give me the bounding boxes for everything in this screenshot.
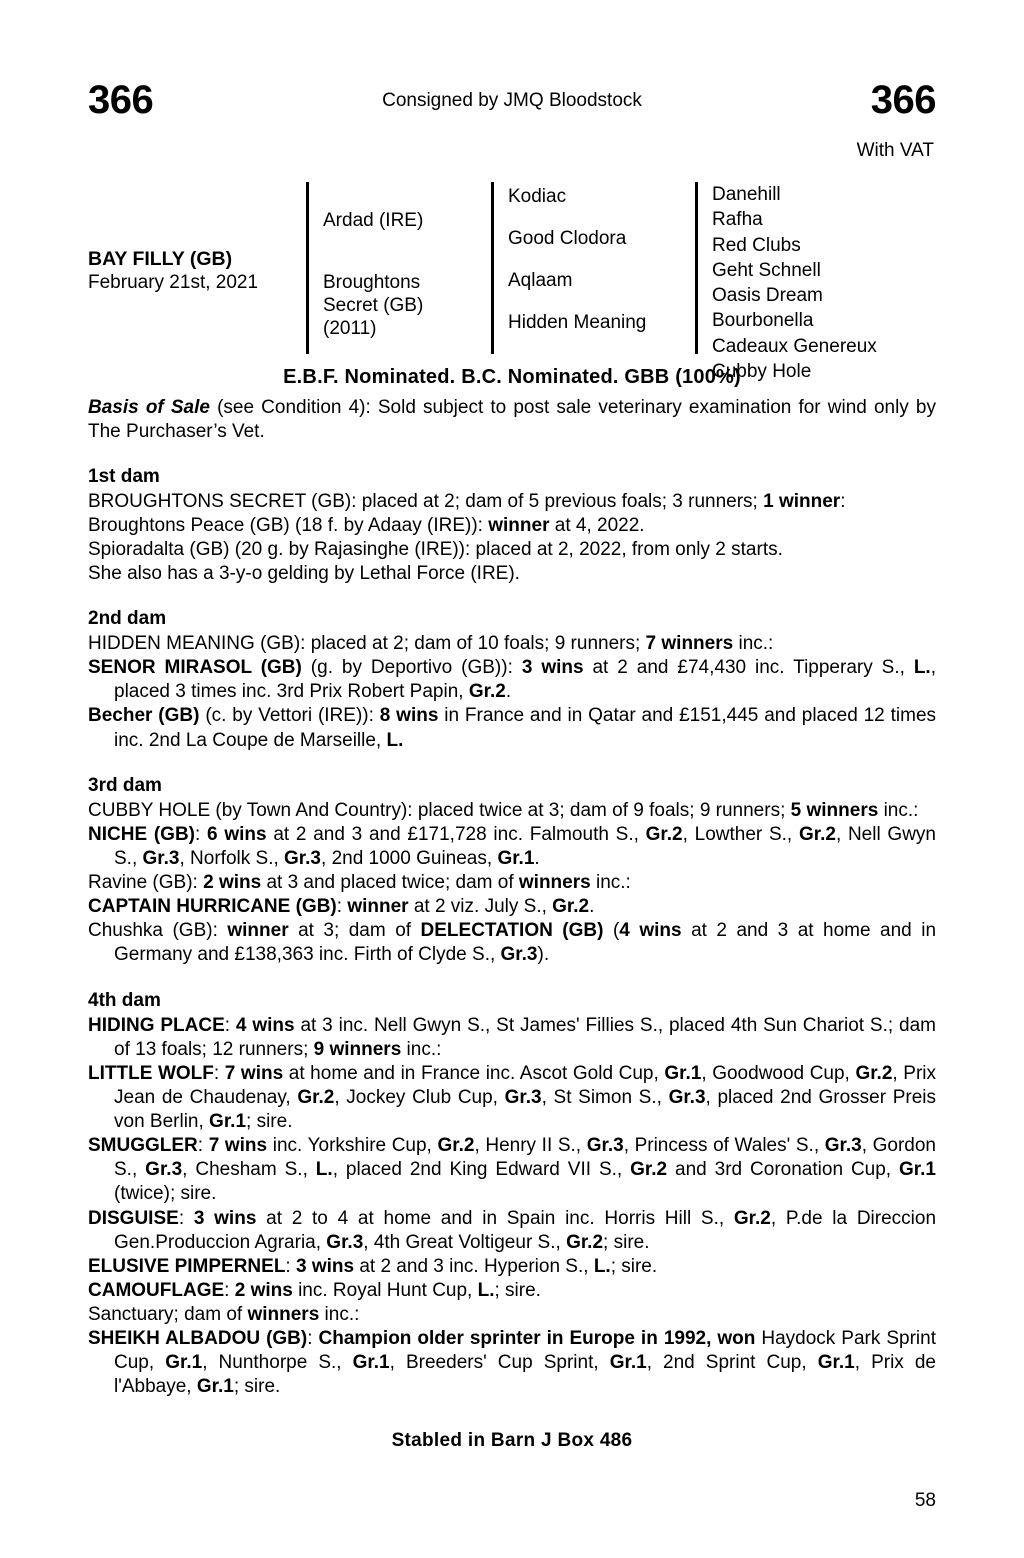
gen4-item-2: Rafha bbox=[712, 209, 763, 231]
first-dam-heading: 1st dam bbox=[88, 465, 160, 487]
fourth-dam-progeny-4: ELUSIVE PIMPERNEL: 3 wins at 2 and 3 inc. Hyperion S., L.; sire. bbox=[88, 1255, 658, 1277]
first-dam-progeny-1: Broughtons Peace (GB) (18 f. by Adaay (IRE)): winner at 4, 2022. bbox=[88, 514, 645, 536]
fourth-dam-progeny-1: LITTLE WOLF: 7 wins at home and in France inc. Ascot Gold Cup, Gr.1, Goodwood Cup, Gr.2, Prix Jean de Chaudenay, Gr.2, Jockey Club Cup, Gr.3, St Simon S., Gr.3, placed 2nd Grosser Preis von Berlin, Gr.1; sire. bbox=[88, 1062, 937, 1132]
fourth-dam-progeny-6: Sanctuary; dam of winners inc.: bbox=[88, 1304, 360, 1325]
fourth-dam-subprogeny-1: SHEIKH ALBADOU (GB): Champion older sprinter in Europe in 1992, won Haydock Park Sprint Cup, Gr.1, Nunthorpe S., Gr.1, Breeders' Cup Sprint, Gr.1, 2nd Sprint Cup, Gr.1, Prix de l'Abbaye, Gr.1; sire. bbox=[88, 1328, 936, 1398]
second-dam-progeny-2: Becher (GB) (c. by Vettori (IRE)): 8 wins in France and in Qatar and £151,445 and placed 12 times inc. 2nd La Coupe de Marseille, L. bbox=[88, 705, 937, 751]
first-dam-main: BROUGHTONS SECRET (GB): placed at 2; dam of 5 previous foals; 3 runners; 1 winner: bbox=[88, 490, 846, 512]
third-dam-subprogeny-1: CAPTAIN HURRICANE (GB): winner at 2 viz. July S., Gr.2. bbox=[88, 896, 595, 918]
lot-number-left: 366 bbox=[88, 78, 154, 122]
fourth-dam-progeny-5: CAMOUFLAGE: 2 wins inc. Royal Hunt Cup, L.; sire. bbox=[88, 1279, 541, 1301]
gen3-item-2: Good Clodora bbox=[508, 228, 627, 249]
pedigree-generation-3 bbox=[491, 182, 696, 354]
gen4-item-5: Oasis Dream bbox=[712, 285, 823, 307]
sire-name: Ardad (IRE) bbox=[323, 210, 424, 231]
gen3-item-3: Aqlaam bbox=[508, 270, 573, 291]
third-dam-main: CUBBY HOLE (by Town And Country): placed twice at 3; dam of 9 foals; 9 runners; 5 winners inc.: bbox=[88, 799, 919, 821]
stabling-info: Stabled in Barn J Box 486 bbox=[391, 1429, 633, 1451]
gen4-item-6: Bourbonella bbox=[712, 310, 814, 332]
consignor-line: Consigned by JMQ Bloodstock bbox=[382, 90, 642, 111]
subject-foaling-date: February 21st, 2021 bbox=[88, 272, 259, 294]
basis-of-sale bbox=[88, 396, 936, 444]
page-number: 58 bbox=[914, 1490, 936, 1511]
lot-number-right: 366 bbox=[870, 78, 936, 122]
subject-block bbox=[88, 247, 298, 295]
gen4-item-8: Cubby Hole bbox=[712, 360, 812, 382]
second-dam-main: HIDDEN MEANING (GB): placed at 2; dam of 10 foals; 9 runners; 7 winners inc.: bbox=[88, 633, 774, 654]
gen4-item-1: Danehill bbox=[712, 184, 781, 205]
basis-of-sale-text: (see Condition 4): Sold subject to post sale veterinary examination for wind only by The Purchaser’s Vet. bbox=[88, 397, 936, 442]
second-dam-heading: 2nd dam bbox=[88, 608, 167, 629]
pedigree-generation-4 bbox=[695, 182, 925, 382]
second-dam-progeny-1: SENOR MIRASOL (GB) (g. by Deportivo (GB)): 3 wins at 2 and £74,430 inc. Tipperary S., L., placed 3 times inc. 3rd Prix Robert Papin, Gr.2. bbox=[88, 657, 936, 703]
third-dam-heading: 3rd dam bbox=[88, 774, 162, 796]
dam-name-line3: (2011) bbox=[323, 318, 377, 340]
gen3-item-4: Hidden Meaning bbox=[508, 312, 647, 333]
third-dam-progeny-2: Ravine (GB): 2 wins at 3 and placed twice; dam of winners inc.: bbox=[88, 872, 631, 893]
dam-name-line2: Secret (GB) bbox=[323, 295, 424, 317]
basis-of-sale-label: Basis of Sale bbox=[88, 397, 210, 418]
subject-name: BAY FILLY (GB) bbox=[88, 248, 233, 270]
fourth-dam-progeny-3: DISGUISE: 3 wins at 2 to 4 at home and in Spain inc. Horris Hill S., Gr.2, P.de la Direccion Gen.Produccion Agraria, Gr.3, 4th Great Voltigeur S., Gr.2; sire. bbox=[88, 1207, 937, 1253]
nomination-line: E.B.F. Nominated. B.C. Nominated. GBB (100%) bbox=[283, 366, 741, 388]
fourth-dam-main: HIDING PLACE: 4 wins at 3 inc. Nell Gwyn S., St James' Fillies S., placed 4th Sun Chariot S.; dam of 13 foals; 12 runners; 9 winners inc.: bbox=[88, 1014, 936, 1060]
gen4-item-7: Cadeaux Genereux bbox=[712, 335, 877, 357]
first-dam-progeny-2: Spioradalta (GB) (20 g. by Rajasinghe (IRE)): placed at 2, 2022, from only 2 starts. bbox=[88, 538, 783, 560]
page-header bbox=[88, 78, 936, 161]
gen4-item-4: Geht Schnell bbox=[712, 259, 821, 281]
dam-name bbox=[323, 271, 423, 341]
gen4-item-3: Red Clubs bbox=[712, 234, 801, 256]
dam-name-line1: Broughtons bbox=[323, 272, 421, 293]
vat-note: With VAT bbox=[856, 140, 934, 161]
third-dam-progeny-1: NICHE (GB): 6 wins at 2 and 3 and £171,728 inc. Falmouth S., Gr.2, Lowther S., Gr.2, Nell Gwyn S., Gr.3, Norfolk S., Gr.3, 2nd 1000 Guineas, Gr.1. bbox=[88, 823, 936, 869]
fourth-dam-progeny-2: SMUGGLER: 7 wins inc. Yorkshire Cup, Gr.2, Henry II S., Gr.3, Princess of Wales' S., Gr.3, Gordon S., Gr.3, Chesham S., L., placed 2nd King Edward VII S., Gr.2 and 3rd Coronation Cup, Gr.1 (twice); sire. bbox=[88, 1135, 936, 1205]
gen3-item-1: Kodiac bbox=[508, 186, 567, 207]
fourth-dam-heading: 4th dam bbox=[88, 989, 161, 1011]
pedigree-generation-2 bbox=[306, 182, 491, 354]
third-dam-subprogeny-2: Chushka (GB): winner at 3; dam of DELECTATION (GB) (4 wins at 2 and 3 at home and in Germany and £138,363 inc. Firth of Clyde S., Gr.3). bbox=[88, 920, 937, 966]
first-dam-footer: She also has a 3-y-o gelding by Lethal Force (IRE). bbox=[88, 562, 520, 584]
